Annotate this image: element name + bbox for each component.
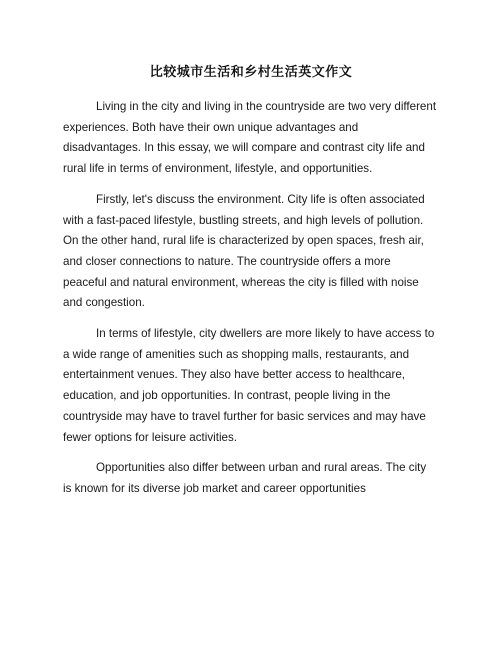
paragraph-lifestyle: In terms of lifestyle, city dwellers are more likely to have access to a wide range of amenities such as shopping malls, restaurants, and entertainment venues. They also have better access to healthcare, education, and job opportunities. In contrast, people living in the countryside may have to travel further for basic services and may have fewer options for leisure activities.	[63, 327, 435, 444]
document-body	[63, 97, 437, 510]
paragraph-environment: Firstly, let's discuss the environment. City life is often associated with a fast-paced lifestyle, bustling streets, and high levels of pollution. On the other hand, rural life is characterized by open spaces, fresh air, and closer connections to nature. The countryside offers a more peaceful and natural environment, whereas the city is filled with noise and congestion.	[63, 192, 425, 310]
paragraph-intro: Living in the city and living in the countryside are two very different experiences. Both have their own unique advantages and disadvantages. In this essay, we will compare and contrast city life and rural life in terms of environment, lifestyle, and opportunities.	[63, 100, 437, 176]
document-title: 比较城市生活和乡村生活英文作文	[149, 65, 353, 80]
paragraph-opportunities: Opportunities also differ between urban and rural areas. The city is known for its diverse job market and career opportunities	[63, 461, 427, 495]
